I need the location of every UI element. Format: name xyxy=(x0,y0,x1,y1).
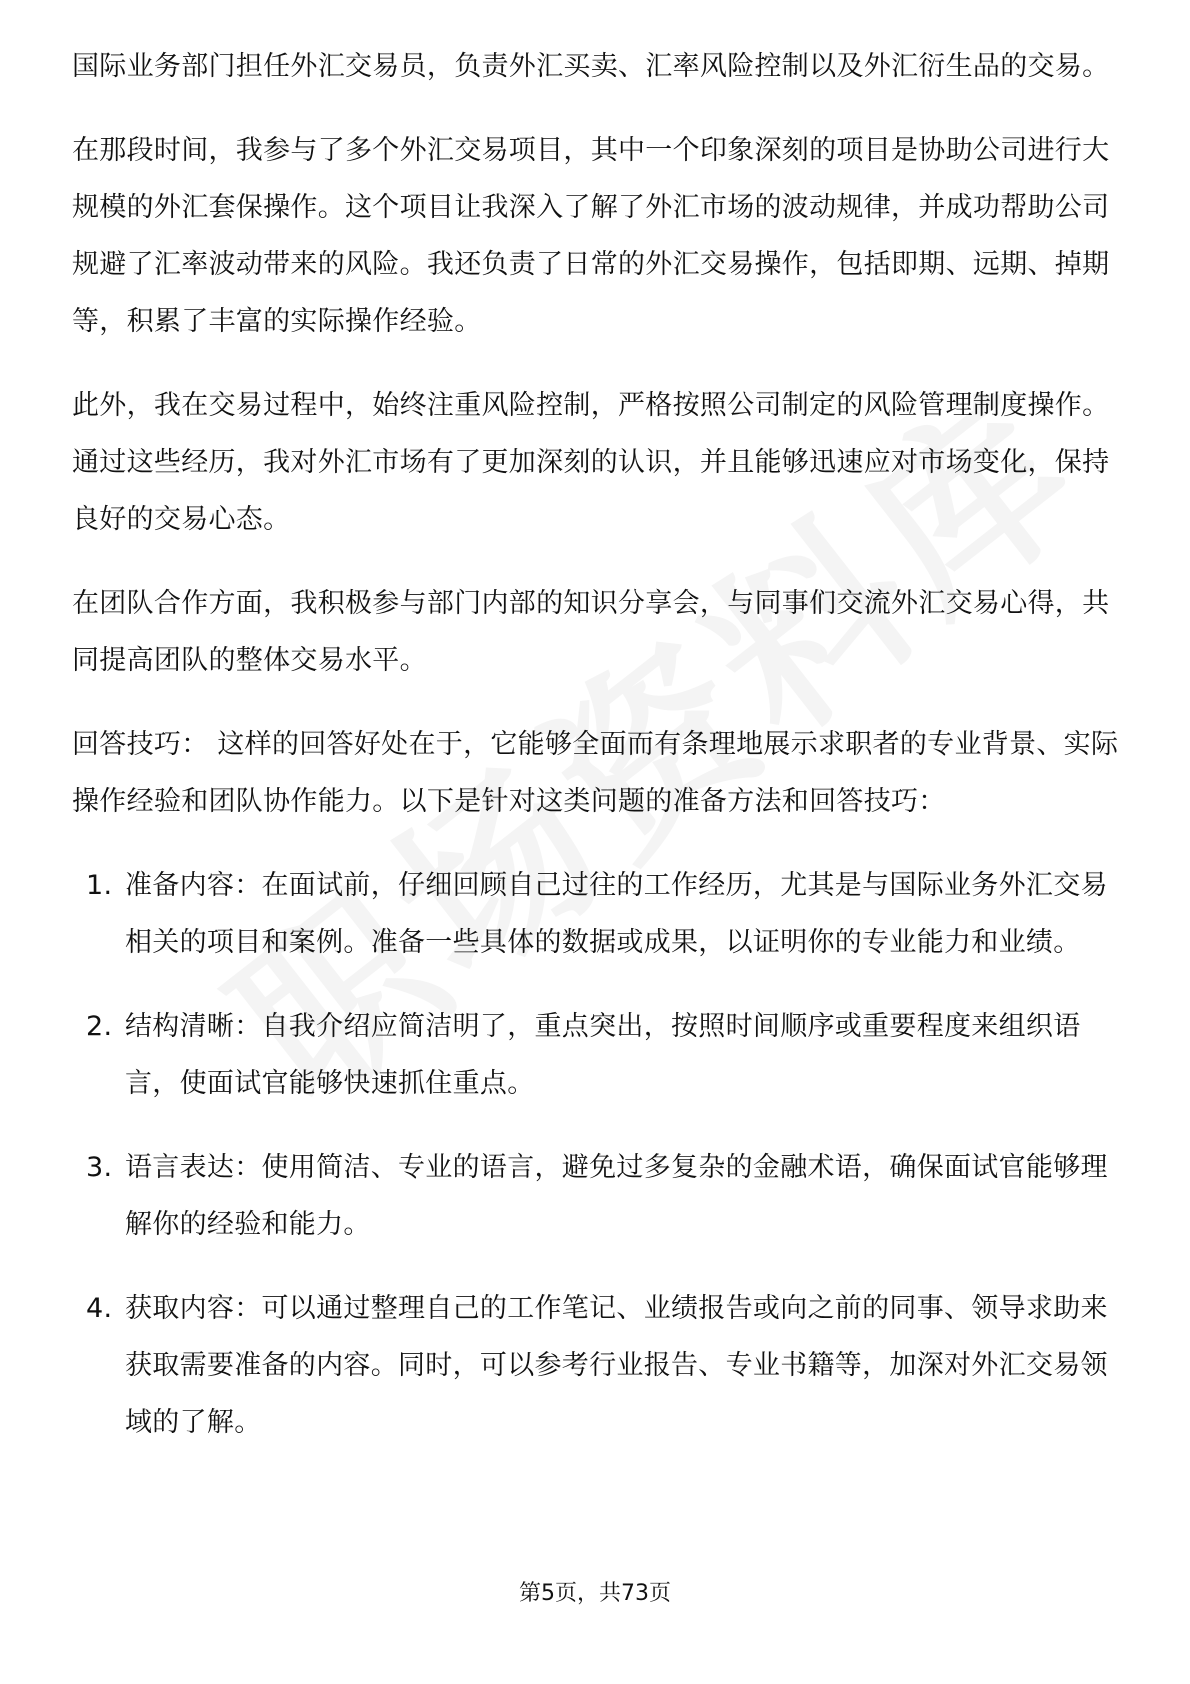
list-item xyxy=(72,857,1122,971)
paragraph-1: 国际业务部门担任外汇交易员，负责外汇买卖、汇率风险控制以及外汇衍生品的交易。 xyxy=(72,51,1110,82)
list-item xyxy=(72,998,1122,1112)
list-number: 4. xyxy=(86,1293,113,1324)
paragraph-answer-tips: 回答技巧： 这样的回答好处在于，它能够全面而有条理地展示求职者的专业背景、实际操作经验和团队协作能力。以下是针对这类问题的准备方法和回答技巧： xyxy=(72,729,1119,817)
paragraph-4: 在团队合作方面，我积极参与部门内部的知识分享会，与同事们交流外汇交易心得，共同提高团队的整体交易水平。 xyxy=(72,588,1110,676)
list-text: 准备内容：在面试前，仔细回顾自己过往的工作经历，尤其是与国际业务外汇交易相关的项目和案例。准备一些具体的数据或成果，以证明你的专业能力和业绩。 xyxy=(125,870,1108,958)
list-item xyxy=(72,1139,1122,1253)
list-text: 获取内容：可以通过整理自己的工作笔记、业绩报告或向之前的同事、领导求助来获取需要准备的内容。同时，可以参考行业报告、专业书籍等，加深对外汇交易领域的了解。 xyxy=(125,1293,1108,1438)
document-body xyxy=(72,38,1122,1478)
list-number: 2. xyxy=(86,1011,113,1042)
paragraph-3: 此外，我在交易过程中，始终注重风险控制，严格按照公司制定的风险管理制度操作。通过这些经历，我对外汇市场有了更加深刻的认识，并且能够迅速应对市场变化，保持良好的交易心态。 xyxy=(72,390,1110,535)
list-number: 3. xyxy=(86,1152,113,1183)
page-footer: 第5页，共73页 xyxy=(519,1581,671,1606)
tips-list xyxy=(72,857,1122,1451)
list-number: 1. xyxy=(86,870,113,901)
list-text: 结构清晰：自我介绍应简洁明了，重点突出，按照时间顺序或重要程度来组织语言，使面试官能够快速抓住重点。 xyxy=(125,1011,1081,1099)
list-text: 语言表达：使用简洁、专业的语言，避免过多复杂的金融术语，确保面试官能够理解你的经验和能力。 xyxy=(125,1152,1108,1240)
list-item xyxy=(72,1280,1122,1451)
paragraph-2: 在那段时间，我参与了多个外汇交易项目，其中一个印象深刻的项目是协助公司进行大规模的外汇套保操作。这个项目让我深入了解了外汇市场的波动规律，并成功帮助公司规避了汇率波动带来的风险。我还负责了日常的外汇交易操作，包括即期、远期、掉期等，积累了丰富的实际操作经验。 xyxy=(72,135,1110,337)
